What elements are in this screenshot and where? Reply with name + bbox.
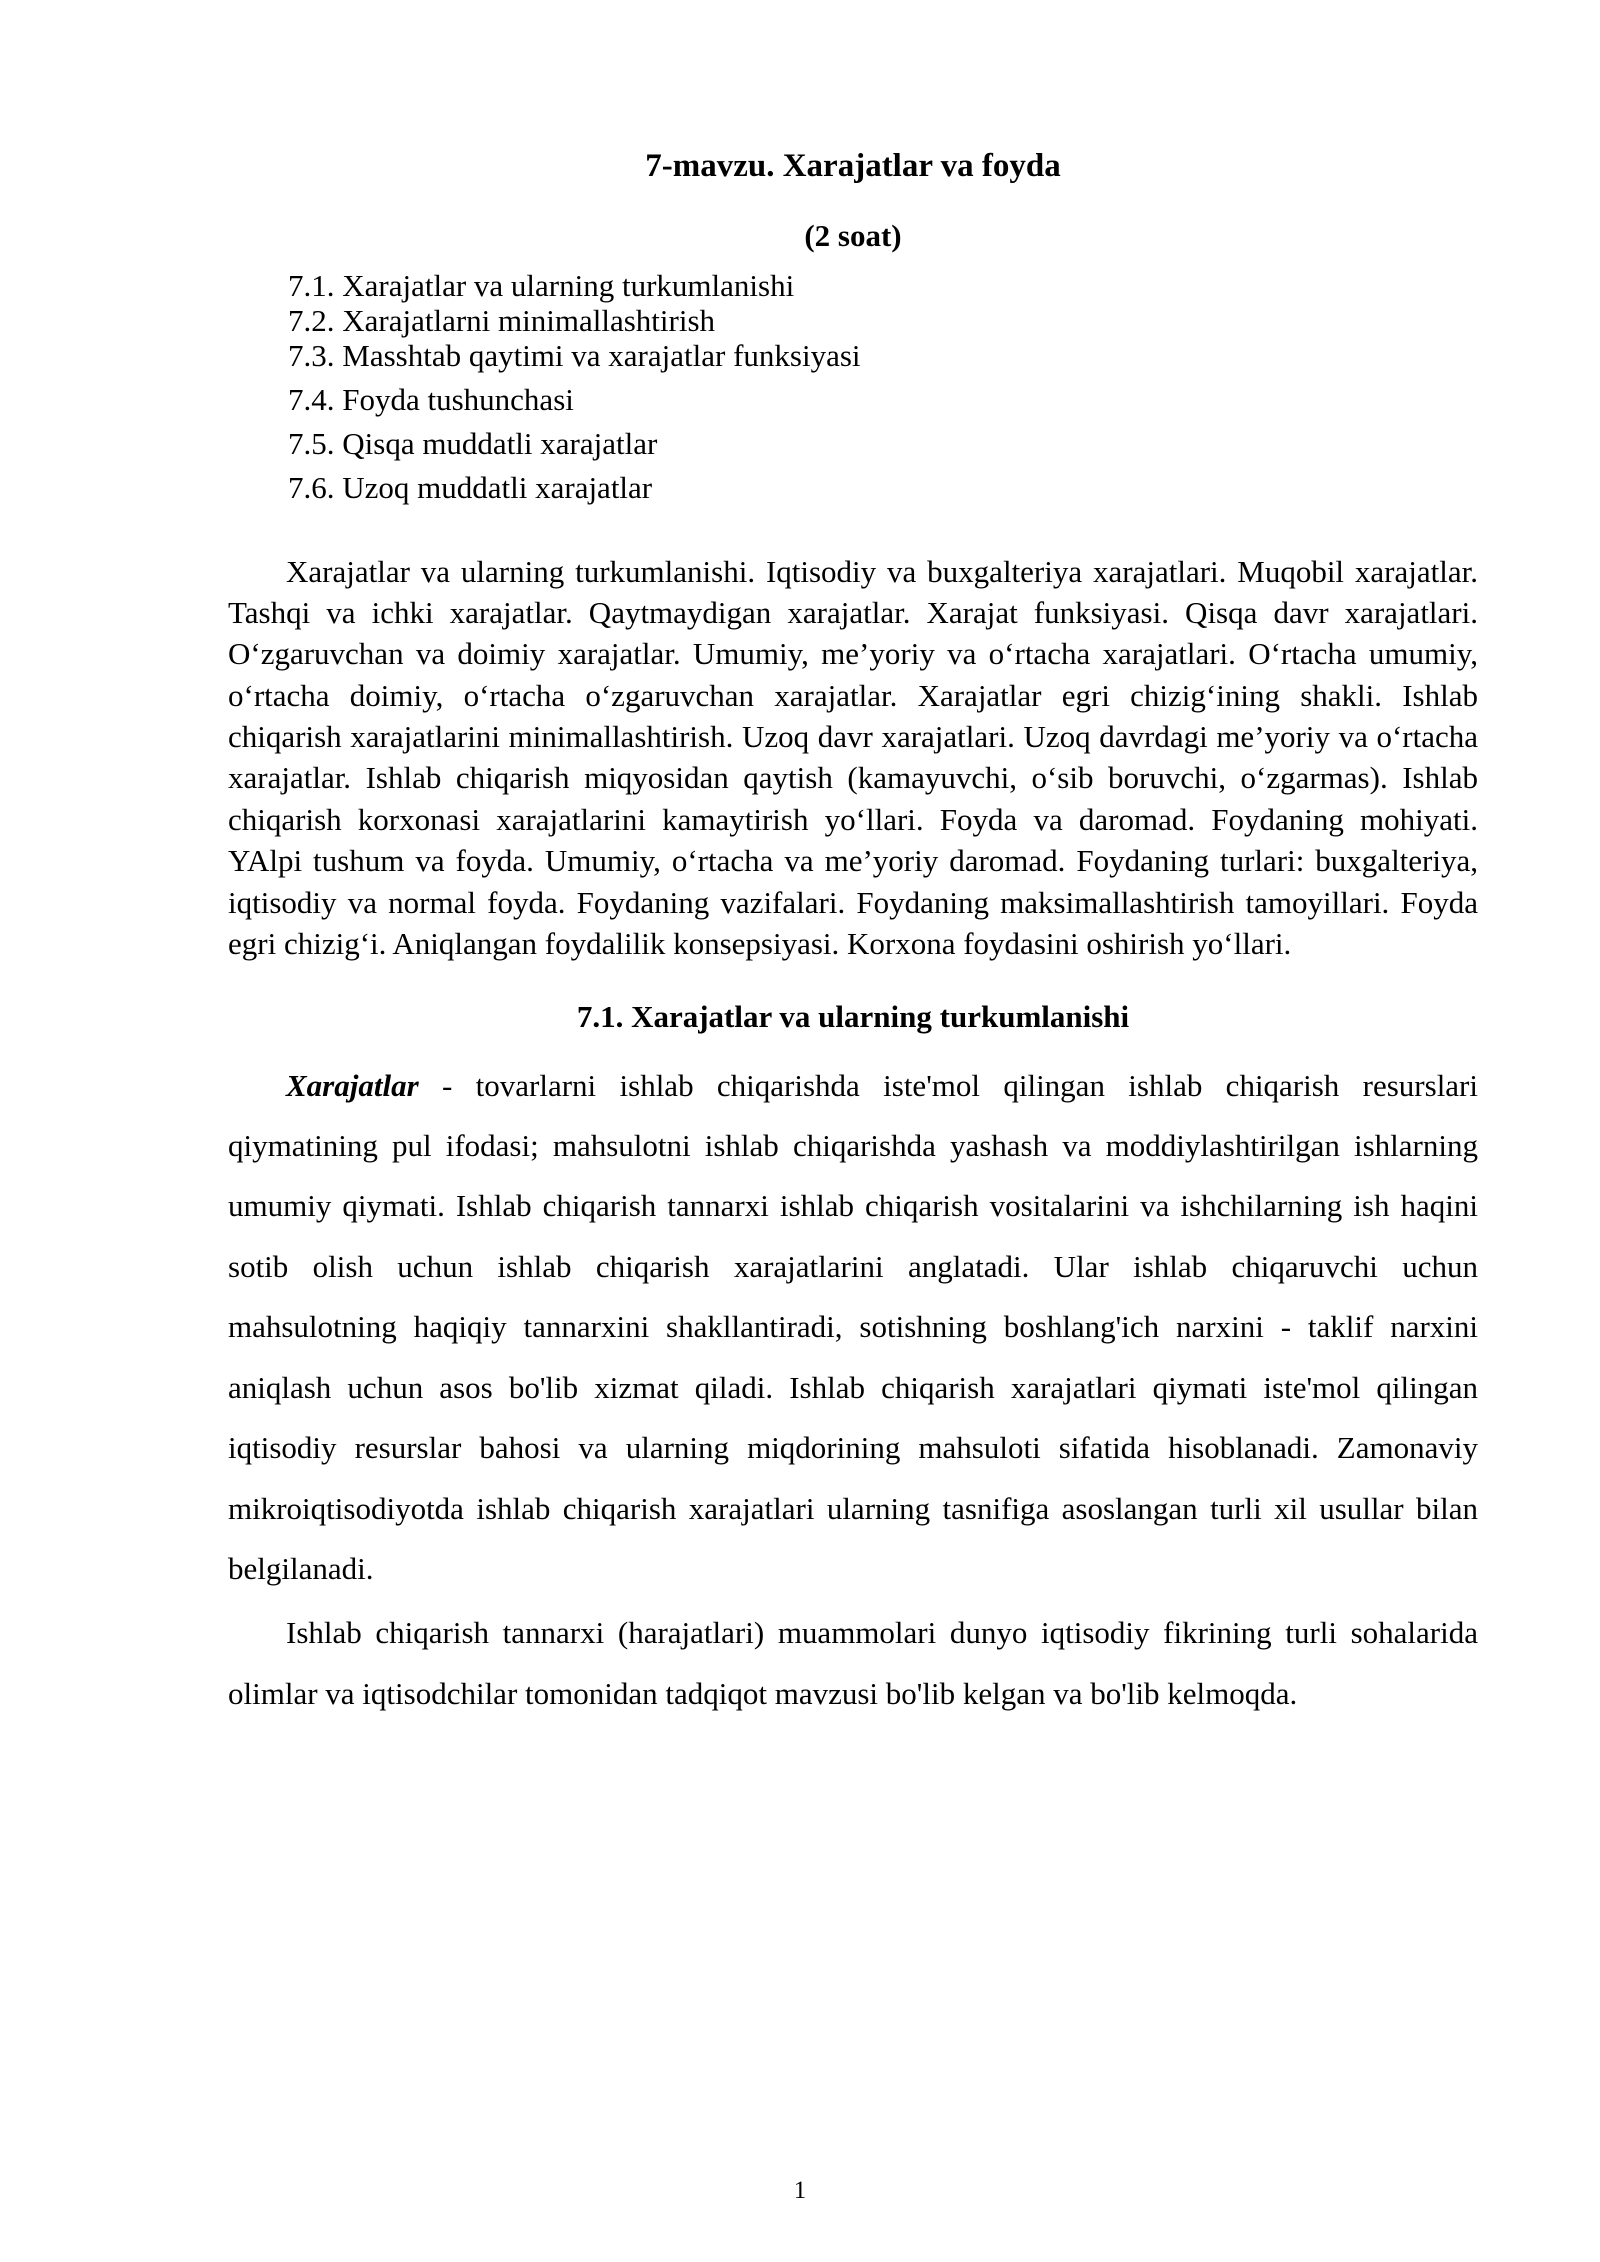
section-paragraph-1-text: - tovarlarni ishlab chiqarishda iste'mol qilingan ishlab chiqarish resurslari qiymatining pul ifodasi; mahsulotni ishlab chiqarishda yashash va moddiylashtirilgan ishlarning umumiy qiymati. Ishlab chiqarish tannarxi ishlab chiqarish vositalarini va ishchilarning ish haqini sotib olish uchun ishlab chiqarish xarajatlarini anglatadi. Ular ishlab chiqaruvchi uchun mahsulotning haqiqiy tannarxini shakllantiradi, sotishning boshlang'ich narxini - taklif narxini aniqlash uchun asos bo'lib xizmat qiladi. Ishlab chiqarish xarajatlari qiymati iste'mol qilingan iqtisodiy resurslar bahosi va ularning miqdorining mahsuloti sifatida hisoblanadi. Zamonaviy mikroiqtisodiyotda ishlab chiqarish xarajatlari ularning tasnifiga asoslangan turli xil usullar bilan belgilanadi.: [228, 1067, 1478, 1587]
table-of-contents: [228, 254, 1478, 503]
toc-item-1: 7.1. Xarajatlar va ularning turkumlanishi: [288, 267, 795, 303]
section-heading-7-1: 7.1. Xarajatlar va ularning turkumlanishi: [576, 999, 1130, 1035]
section-paragraph-1: [228, 1036, 1478, 1600]
lead-term-xarajatlar: Xarajatlar: [286, 1067, 419, 1103]
page-number: 1: [793, 2177, 807, 2204]
toc-item-4: 7.4. Foyda tushunchasi: [288, 381, 574, 417]
toc-item-2: 7.2. Xarajatlarni minimallashtirish: [288, 302, 716, 338]
toc-item-3: 7.3. Masshtab qaytimi va xarajatlar funksiyasi: [288, 337, 861, 373]
section-paragraph-2: Ishlab chiqarish tannarxi (harajatlari) muammolari dunyo iqtisodiy fikrining turli sohalarida olimlar va iqtisodchilar tomonidan tadqiqot mavzusi bo'lib kelgan va bo'lib kelmoqda.: [228, 1615, 1478, 1711]
toc-item-5: 7.5. Qisqa muddatli xarajatlar: [288, 425, 658, 461]
toc-item-6: 7.6. Uzoq muddatli xarajatlar: [288, 469, 653, 505]
page-content: [228, 0, 1478, 1724]
abstract-paragraph: Xarajatlar va ularning turkumlanishi. Iqtisodiy va buxgalteriya xarajatlari. Muqobil xarajatlar. Tashqi va ichki xarajatlar. Qaytmaydigan xarajatlar. Xarajat funksiyasi. Qisqa davr xarajatlari. O‘zgaruvchan va doimiy xarajatlar. Umumiy, me’yoriy va o‘rtacha xarajatlari. O‘rtacha umumiy, o‘rtacha doimiy, o‘rtacha o‘zgaruvchan xarajatlar. Xarajatlar egri chizig‘ining shakli. Ishlab chiqarish xarajatlarini minimallashtirish. Uzoq davr xarajatlari. Uzoq davrdagi me’yoriy va o‘rtacha xarajatlar. Ishlab chiqarish miqyosidan qaytish (kamayuvchi, o‘sib boruvchi, o‘zgarmas). Ishlab chiqarish korxonasi xarajatlarini kamaytirish yo‘llari. Foyda va daromad. Foydaning mohiyati. YAlpi tushum va foyda. Umumiy, o‘rtacha va me’yoriy daromad. Foydaning turlari: buxgalteriya, iqtisodiy va normal foyda. Foydaning vazifalari. Foydaning maksimallashtirish tamoyillari. Foyda egri chizig‘i. Aniqlangan foydalilik konsepsiyasi. Korxona foydasini oshirish yo‘llari.: [228, 553, 1478, 961]
document-subtitle: (2 soat): [804, 217, 902, 253]
document-title: 7-mavzu. Xarajatlar va foyda: [645, 148, 1061, 184]
